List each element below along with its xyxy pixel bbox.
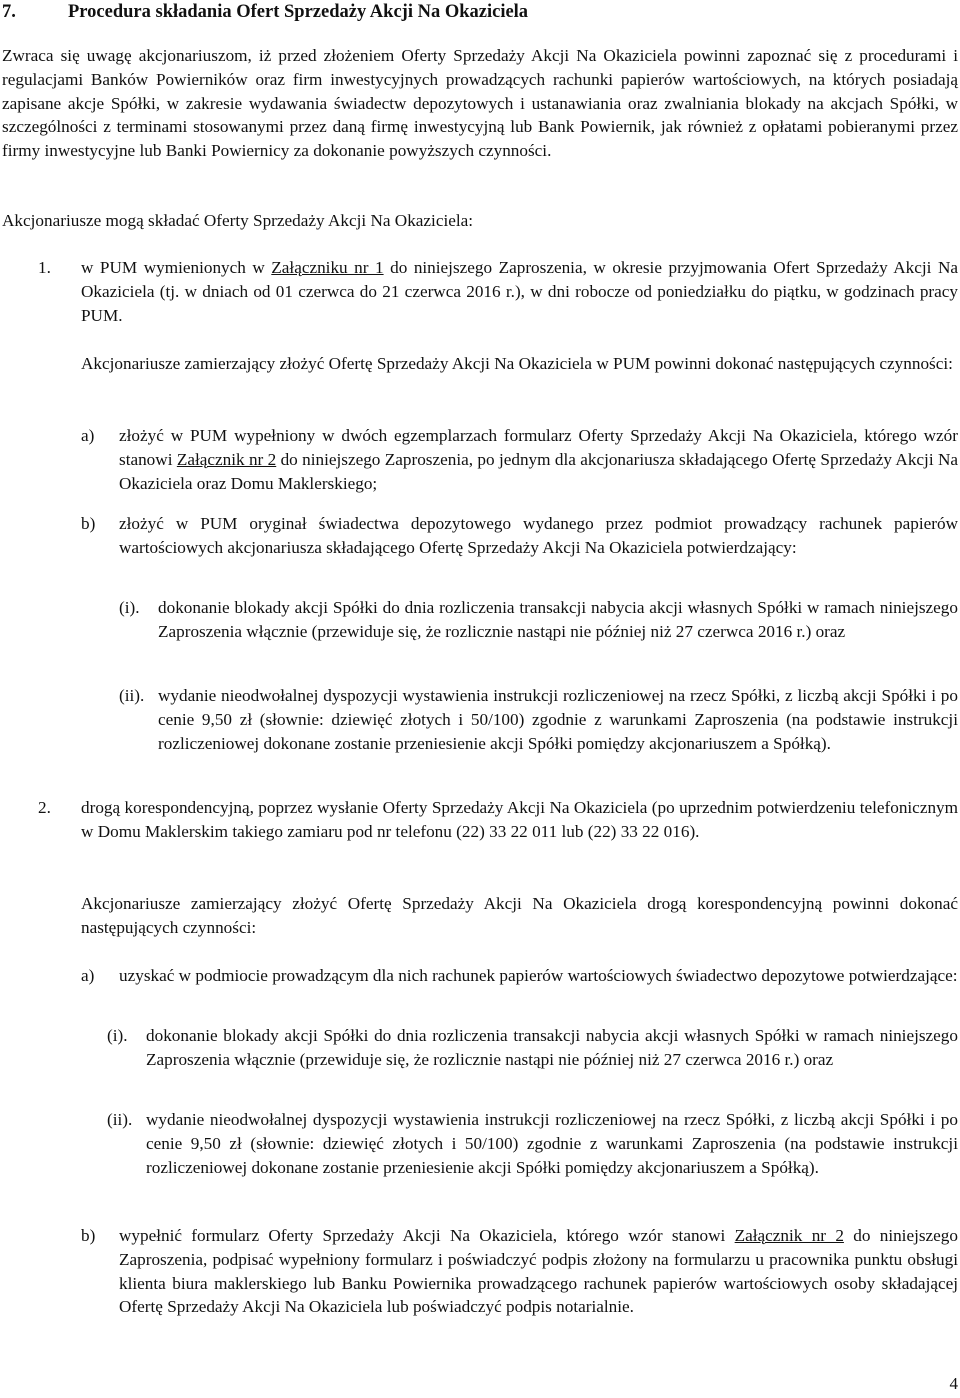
method-1-a-paragraph: [119, 424, 958, 495]
method-1-marker: 1.: [38, 258, 51, 277]
intro-paragraph: Zwraca się uwagę akcjonariuszom, iż przed złożeniem Oferty Sprzedaży Akcji Na Okaziciela powinni zapoznać się z procedurami i regulacjami Banków Powierników oraz firm inwestycyjnych prowadzących rachunki papierów wartościowych, na których posiadają zapisane akcje Spółki, w zakresie wydawania świadectw depozytowych i ustanawiania oraz zwalniania blokady na akcjach Spółki, w szczególności z terminami stosowanymi przez daną firmę inwestycyjną lub Bank Powiernik, jak również z opłatami pobieranymi przez firmy inwestycyjne lub Banki Powiernicy za dokonanie powyższych czynności.: [2, 46, 958, 161]
method-1-paragraph: [81, 256, 958, 327]
method-1-b-paragraph: złożyć w PUM oryginał świadectwa depozytowego wydanego przez podmiot prowadzący rachunek papierów wartościowych akcjonariusza składającego Ofertę Sprzedaży Akcji Na Okaziciela potwierdzający:: [119, 514, 958, 557]
method-1-intro: Akcjonariusze zamierzający złożyć Ofertę Sprzedaży Akcji Na Okaziciela w PUM powinni dokonać następujących czynności:: [81, 354, 953, 373]
attachment-2-link[interactable]: Załącznik nr 2: [176, 449, 277, 469]
method-1-text-end: do niniejszego Zaproszenia, w okresie przyjmowania Ofert Sprzedaży Akcji Na Okaziciela (tj. w dniach od 01 czerwca do 21 czerwca 2016 r.), w dni robocze od poniedziałku do piątku, w godzinach pracy PUM.: [81, 258, 958, 325]
method-2-intro: Akcjonariusze zamierzający złożyć Ofertę Sprzedaży Akcji Na Okaziciela drogą korespondencyjną powinni dokonać następujących czynności:: [81, 894, 958, 937]
method-2-a-ii-paragraph: wydanie nieodwołalnej dyspozycji wystawienia instrukcji rozliczeniowej na rzecz Spółki, z liczbą akcji Spółki i po cenie 9,50 zł (słownie: dziewięć złotych i 50/100) zgodnie z warunkami Zaproszenia (na podstawie instrukcji rozliczeniowej dokonane zostanie przeniesienie akcji Spółki pomiędzy akcjonariuszem a Spółką).: [146, 1110, 958, 1177]
method-2-b-text-start: wypełnić formularz Oferty Sprzedaży Akcji Na Okaziciela, którego wzór stanowi: [119, 1226, 735, 1245]
method-2-a-ii-marker: (ii).: [107, 1110, 133, 1129]
section-number: 7.: [2, 2, 16, 22]
method-2-b-paragraph: [119, 1224, 958, 1319]
method-1-text-start: w PUM wymienionych w: [81, 258, 272, 277]
section-title: Procedura składania Ofert Sprzedaży Akcji Na Okaziciela: [68, 2, 529, 22]
lead-paragraph: Akcjonariusze mogą składać Oferty Sprzedaży Akcji Na Okaziciela:: [2, 211, 474, 230]
method-1-a-text-end: do niniejszego Zaproszenia, po jednym dla akcjonariusza składającego Ofertę Sprzedaży Akcji Na Okaziciela oraz Domu Maklerskiego;: [119, 449, 958, 493]
page-number: 4: [949, 1374, 958, 1393]
method-2-b-marker: b): [81, 1226, 96, 1245]
attachment-1-link[interactable]: Załączniku nr 1: [271, 258, 384, 277]
method-1-b-marker: b): [81, 514, 96, 533]
method-2-a-paragraph: uzyskać w podmiocie prowadzącym dla nich rachunek papierów wartościowych świadectwo depozytowe potwierdzające:: [119, 966, 958, 985]
method-2-a-i-paragraph: dokonanie blokady akcji Spółki do dnia rozliczenia transakcji nabycia akcji własnych Spółki w ramach niniejszego Zaproszenia włącznie (przewiduje się, że rozlicznie nastąpi nie później niż 27 czerwca 2016 r.) oraz: [146, 1026, 958, 1069]
method-2-paragraph: drogą korespondencyjną, poprzez wysłanie Oferty Sprzedaży Akcji Na Okaziciela (po uprzednim potwierdzeniu telefonicznym w Domu Maklerskim takiego zamiaru pod nr telefonu (22) 33 22 011 lub (22) 33 22 016).: [81, 798, 958, 841]
method-1-a-marker: a): [81, 426, 95, 445]
section-heading: [2, 0, 528, 24]
method-2-a-i-marker: (i).: [107, 1026, 128, 1045]
method-2-a-marker: a): [81, 966, 95, 985]
method-2-marker: 2.: [38, 798, 51, 817]
method-1-b-i-marker: (i).: [119, 598, 140, 617]
method-1-b-ii-paragraph: wydanie nieodwołalnej dyspozycji wystawienia instrukcji rozliczeniowej na rzecz Spółki, z liczbą akcji Spółki i po cenie 9,50 zł (słownie: dziewięć złotych i 50/100) zgodnie z warunkami Zaproszenia (na podstawie instrukcji rozliczeniowej dokonane zostanie przeniesienie akcji Spółki pomiędzy akcjonariuszem a Spółką).: [158, 686, 958, 753]
method-2-b-text-end: do niniejszego Zaproszenia, podpisać wypełniony formularz i poświadczyć podpis złożony na formularzu u pracownika punktu obsługi klienta biura maklerskiego lub Banku Powiernika prowadzącego rachunek papierów wartościowych osoby składającej Ofertę Sprzedaży Akcji Na Okaziciela lub poświadczyć podpis notarialnie.: [119, 1226, 958, 1317]
method-1-b-i-paragraph: dokonanie blokady akcji Spółki do dnia rozliczenia transakcji nabycia akcji własnych Spółki w ramach niniejszego Zaproszenia włącznie (przewiduje się, że rozlicznie nastąpi nie później niż 27 czerwca 2016 r.) oraz: [158, 598, 958, 641]
attachment-2-link-second[interactable]: Załącznik nr 2: [734, 1226, 844, 1245]
method-1-a-text-start: złożyć w PUM wypełniony w dwóch egzemplarzach formularz Oferty Sprzedaży Akcji Na Okaziciela, którego wzór stanowi: [119, 426, 958, 469]
method-1-b-ii-marker: (ii).: [119, 686, 145, 705]
